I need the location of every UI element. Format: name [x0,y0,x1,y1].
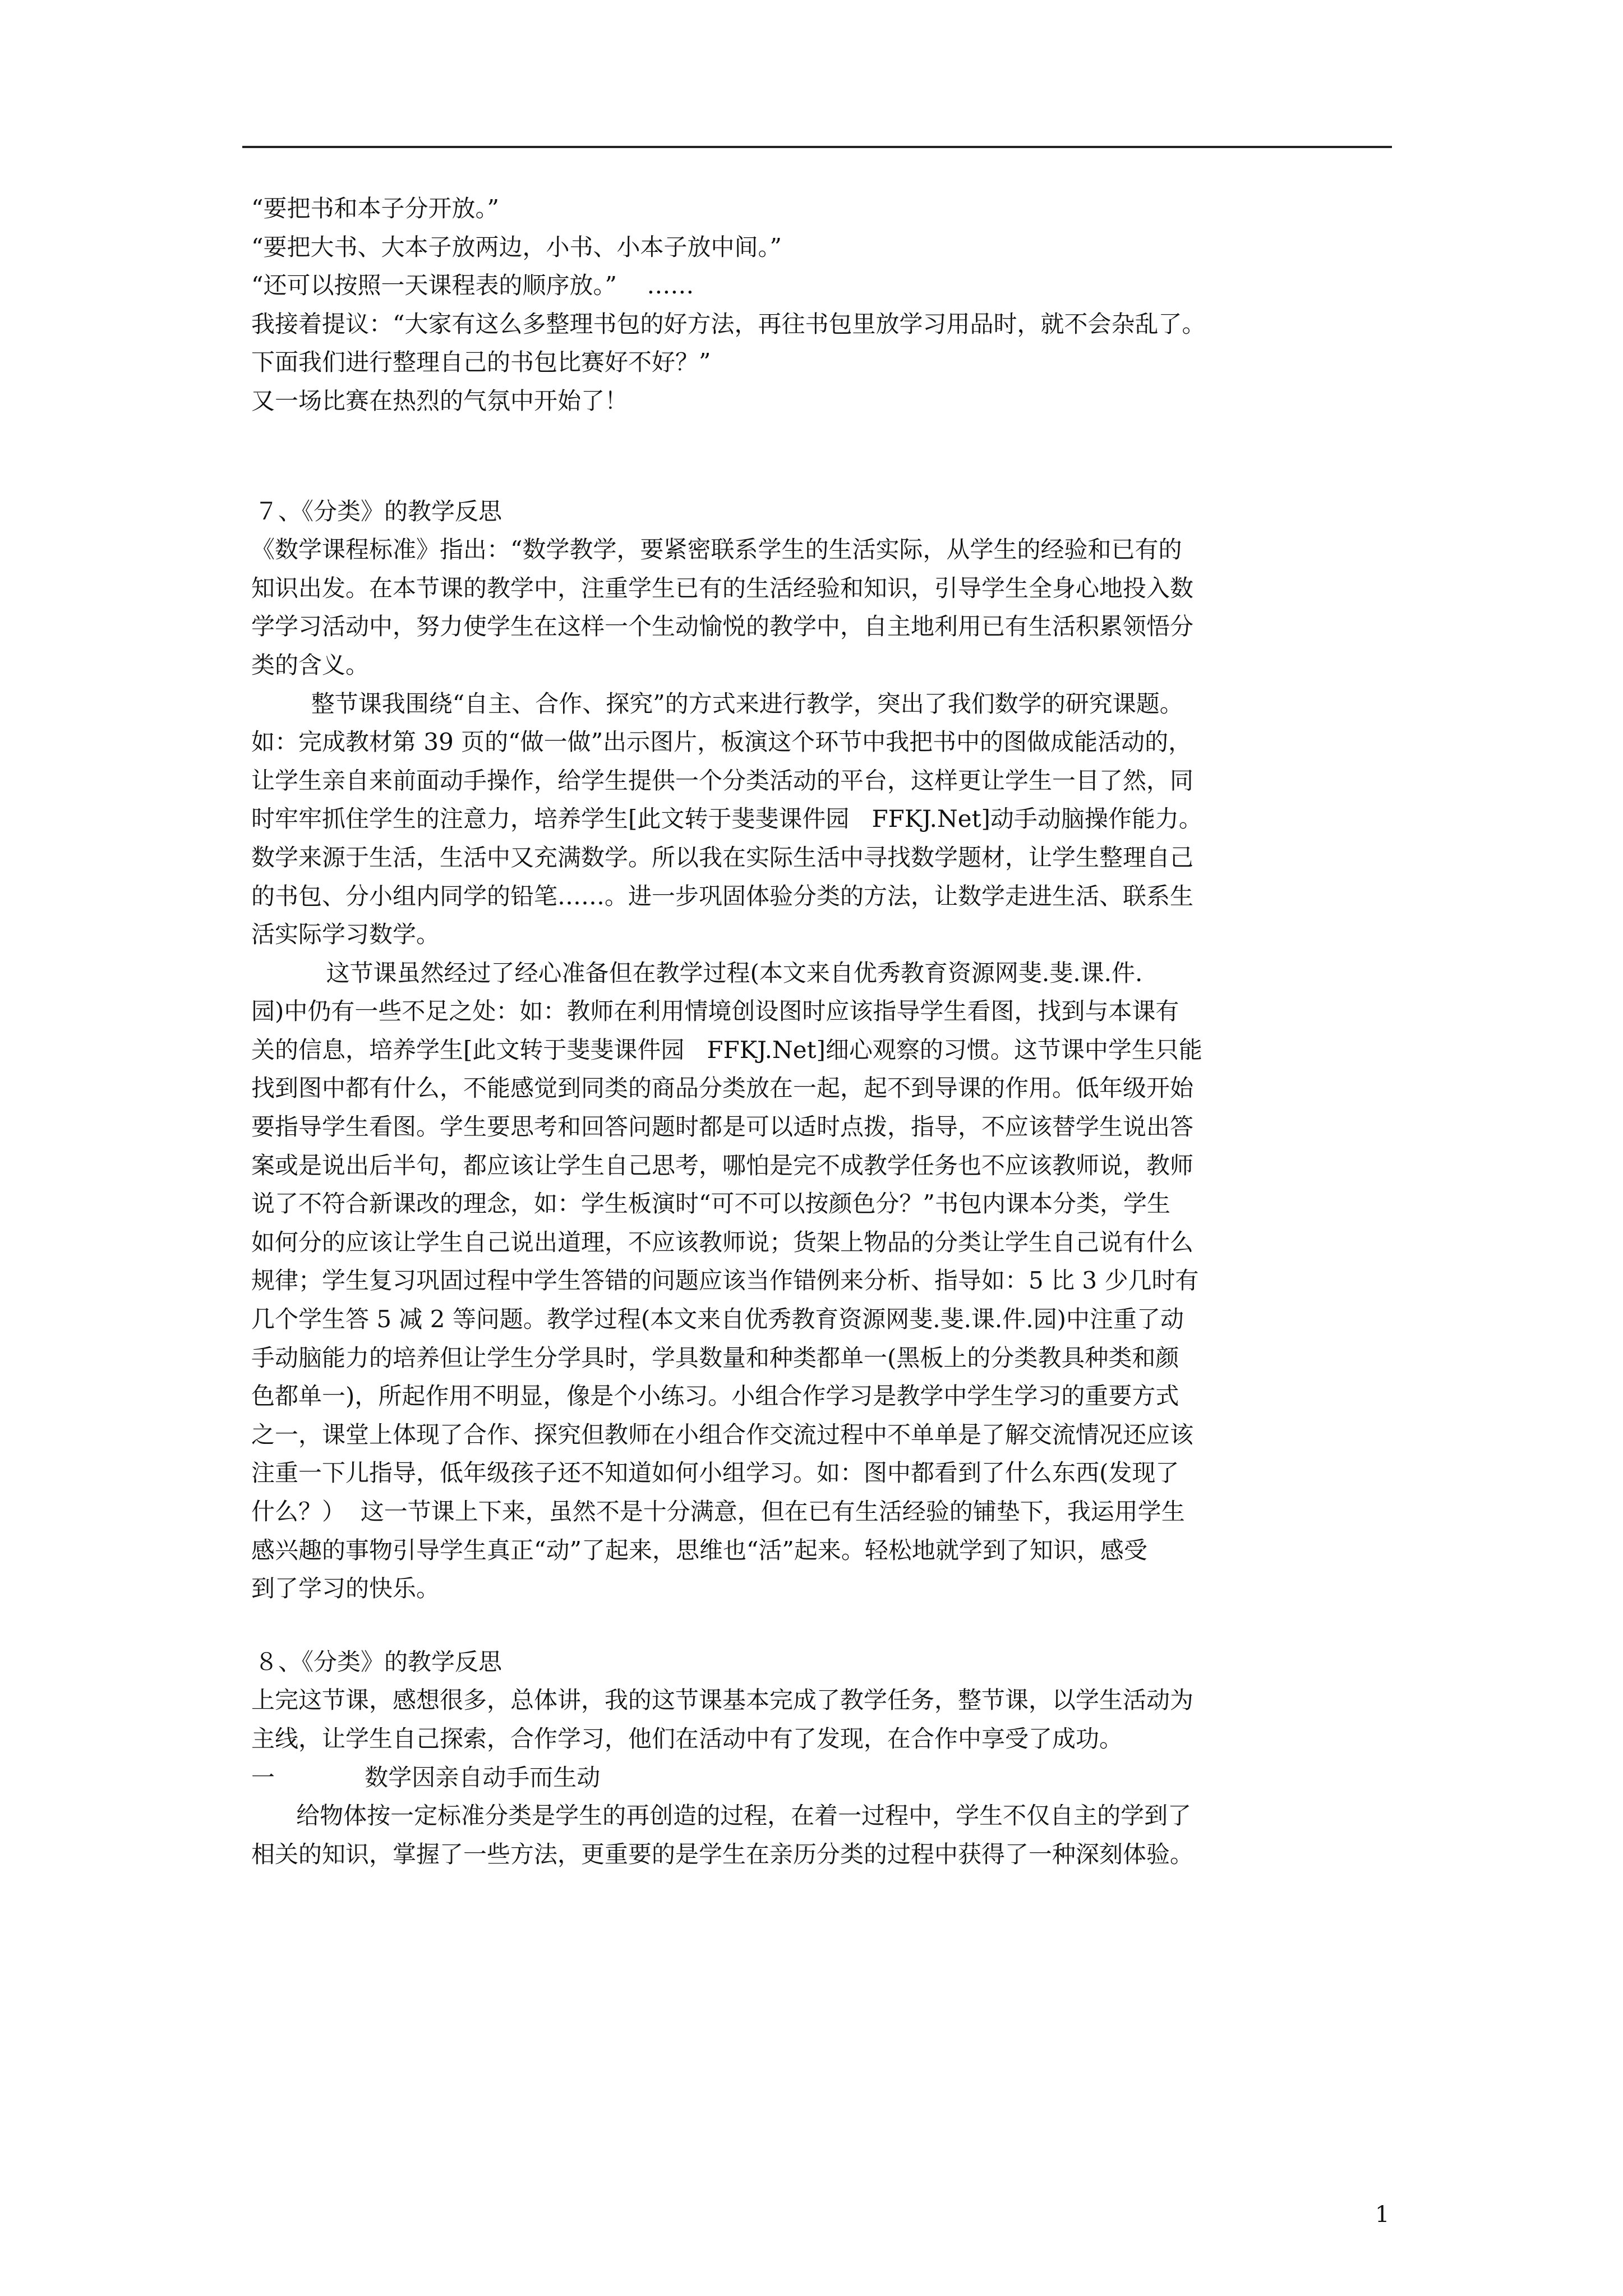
text-line: 之一，课堂上体现了合作、探究但教师在小组合作交流过程中不单单是了解交流情况还应该 [251,1420,1194,1448]
text-line: 要指导学生看图。学生要思考和回答问题时都是可以适时点拨，指导，不应该替学生说出答 [251,1113,1194,1141]
text-line: 色都单一)，所起作用不明显，像是个小练习。小组合作学习是教学中学生学习的重要方式 [251,1382,1179,1410]
text-line: 找到图中都有什么，不能感觉到同类的商品分类放在一起，起不到导课的作用。低年级开始 [251,1074,1194,1102]
text-line: 到了学习的快乐。 [251,1575,440,1603]
text-line: 的书包、分小组内同学的铅笔……。进一步巩固体验分类的方法，让数学走进生活、联系生 [251,882,1194,910]
text-line: 我接着提议：“大家有这么多整理书包的好方法，再往书包里放学习用品时，就不会杂乱了。 [251,310,1206,338]
text-line: 什么？） 这一节课上下来，虽然不是十分满意，但在已有生活经验的铺垫下，我运用学生 [251,1498,1185,1525]
text-line: 相关的知识，掌握了一些方法，更重要的是学生在亲历分类的过程中获得了一种深刻体验。 [251,1840,1194,1868]
section-spacer [251,1608,1395,1643]
section-spacer [251,421,1395,493]
text-line: 主线，让学生自己探索，合作学习，他们在活动中有了发现，在合作中享受了成功。 [251,1724,1123,1752]
text-line: 下面我们进行整理自己的书包比赛好不好？” [251,348,711,376]
text-line: 园)中仍有一些不足之处：如：教师在利用情境创设图时应该指导学生看图，找到与本课有 [251,997,1179,1025]
text-line: 时牢牢抓住学生的注意力，培养学生[此文转于斐斐课件园 FFKJ.Net]动手动脑操作能力。 [251,805,1202,833]
text-line: 如何分的应该让学生自己说出道理，不应该教师说；货架上物品的分类让学生自己说有什么 [251,1228,1194,1256]
text-line: “还可以按照一天课程表的顺序放。” …… [251,272,694,300]
text-line: 活实际学习数学。 [251,921,440,949]
text-line: 规律；学生复习巩固过程中学生答错的问题应该当作错例来分析、指导如：5 比 3 少几时有 [251,1267,1199,1295]
text-line: 数学来源于生活，生活中又充满数学。所以我在实际生活中寻找数学题材，让学生整理自己 [251,843,1194,871]
section-8 [251,1643,1395,1874]
text-line: 知识出发。在本节课的教学中，注重学生已有的生活经验和知识，引导学生全身心地投入数 [251,574,1194,602]
intro-paragraph [251,190,1395,421]
text-line: 上完这节课，感想很多，总体讲，我的这节课基本完成了教学任务，整节课，以学生活动为 [251,1686,1194,1714]
text-line: 案或是说出后半句，都应该让学生自己思考，哪怕是完不成教学任务也不应该教师说，教师 [251,1151,1194,1179]
text-line: 一 数学因亲自动手而生动 [251,1763,601,1791]
page-number: 1 [1375,2202,1390,2228]
header-rule [242,146,1392,148]
text-line: 整节课我围绕“自主、合作、探究”的方式来进行教学，突出了我们数学的研究课题。 [251,689,1183,717]
text-line: 让学生亲自来前面动手操作，给学生提供一个分类活动的平台，这样更让学生一目了然，同 [251,766,1194,794]
text-line: 注重一下儿指导，低年级孩子还不知道如何小组学习。如：图中都看到了什么东西(发现了 [251,1459,1179,1487]
text-line: 手动脑能力的培养但让学生分学具时，学具数量和种类都单一(黑板上的分类教具种类和颜 [251,1343,1179,1372]
section-heading: ８、《分类》的教学反思 [255,1648,502,1676]
text-line: “要把大书、大本子放两边，小书、小本子放中间。” [251,233,782,261]
text-line: 关的信息，培养学生[此文转于斐斐课件园 FFKJ.Net]细心观察的习惯。这节课中学生只能 [251,1036,1202,1064]
text-line: 学学习活动中，努力使学生在这样一个生动愉悦的教学中，自主地利用已有生活积累领悟分 [251,613,1194,641]
section-heading: ７、《分类》的教学反思 [255,497,502,525]
text-line: 如：完成教材第 39 页的“做一做”出示图片，板演这个环节中我把书中的图做成能活动的， [251,728,1192,756]
text-line: 给物体按一定标准分类是学生的再创造的过程，在着一过程中，学生不仅自主的学到了 [251,1802,1192,1830]
section-7 [251,493,1395,1608]
text-line: 感兴趣的事物引导学生真正“动”了起来，思维也“活”起来。轻松地就学到了知识，感受 [251,1536,1147,1564]
text-line: 《数学课程标准》指出：“数学教学，要紧密联系学生的生活实际，从学生的经验和已有的 [251,536,1182,564]
text-line: 说了不符合新课改的理念，如：学生板演时“可不可以按颜色分？”书包内课本分类，学生 [251,1190,1170,1218]
text-line: 又一场比赛在热烈的气氛中开始了！ [251,386,629,415]
text-line: 几个学生答 5 减 2 等问题。教学过程(本文来自优秀教育资源网斐.斐.课.件.园)中注重了动 [251,1305,1184,1333]
text-line: “要把书和本子分开放。” [251,195,499,222]
text-line: 这节课虽然经过了经心准备但在教学过程(本文来自优秀教育资源网斐.斐.课.件. [251,959,1143,987]
document-body [251,190,1395,1874]
text-line: 类的含义。 [251,651,370,679]
